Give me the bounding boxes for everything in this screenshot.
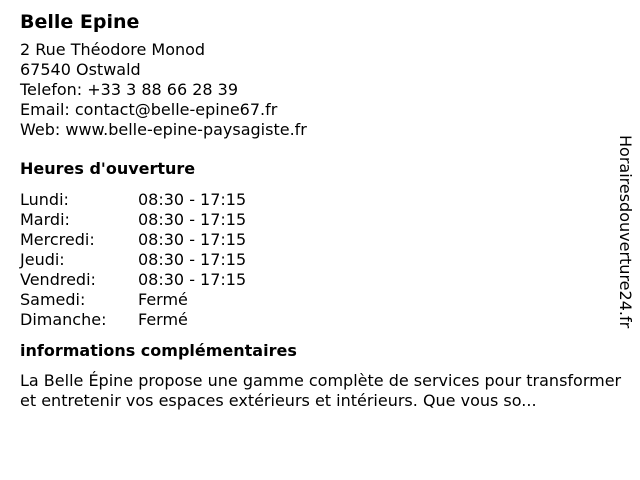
hours-time: Fermé bbox=[138, 290, 188, 309]
business-info bbox=[20, 9, 620, 411]
hours-row bbox=[20, 190, 620, 210]
hours-time: 08:30 - 17:15 bbox=[138, 230, 247, 249]
hours-day: Jeudi: bbox=[20, 250, 65, 269]
contact-block bbox=[20, 40, 620, 140]
hours-day: Mardi: bbox=[20, 210, 70, 229]
hours-day: Samedi: bbox=[20, 290, 86, 309]
hours-row bbox=[20, 210, 620, 230]
site-watermark: Horairesdouverture24.fr bbox=[616, 135, 635, 329]
web-line: Web: www.belle-epine-paysagiste.fr bbox=[20, 120, 307, 139]
hours-row bbox=[20, 250, 620, 270]
hours-time: Fermé bbox=[138, 310, 188, 329]
phone-line: Telefon: +33 3 88 66 28 39 bbox=[20, 80, 239, 99]
hours-row bbox=[20, 270, 620, 290]
hours-time: 08:30 - 17:15 bbox=[138, 190, 247, 209]
hours-table bbox=[20, 190, 620, 330]
address-line-1: 2 Rue Théodore Monod bbox=[20, 40, 206, 59]
hours-heading: Heures d'ouverture bbox=[20, 159, 196, 178]
hours-row bbox=[20, 310, 620, 330]
hours-day: Mercredi: bbox=[20, 230, 95, 249]
hours-day: Dimanche: bbox=[20, 310, 107, 329]
hours-day: Vendredi: bbox=[20, 270, 96, 289]
hours-row bbox=[20, 230, 620, 250]
hours-time: 08:30 - 17:15 bbox=[138, 250, 247, 269]
info-heading: informations complémentaires bbox=[20, 341, 297, 360]
hours-time: 08:30 - 17:15 bbox=[138, 210, 247, 229]
address-line-2: 67540 Ostwald bbox=[20, 60, 141, 79]
hours-row bbox=[20, 290, 620, 310]
business-name: Belle Epine bbox=[20, 11, 140, 33]
hours-time: 08:30 - 17:15 bbox=[138, 270, 247, 289]
hours-day: Lundi: bbox=[20, 190, 69, 209]
info-description: La Belle Épine propose une gamme complète de services pour transformer et entretenir vos espaces extérieurs et intérieurs. Que vous so... bbox=[20, 371, 622, 410]
email-line: Email: contact@belle-epine67.fr bbox=[20, 100, 278, 119]
